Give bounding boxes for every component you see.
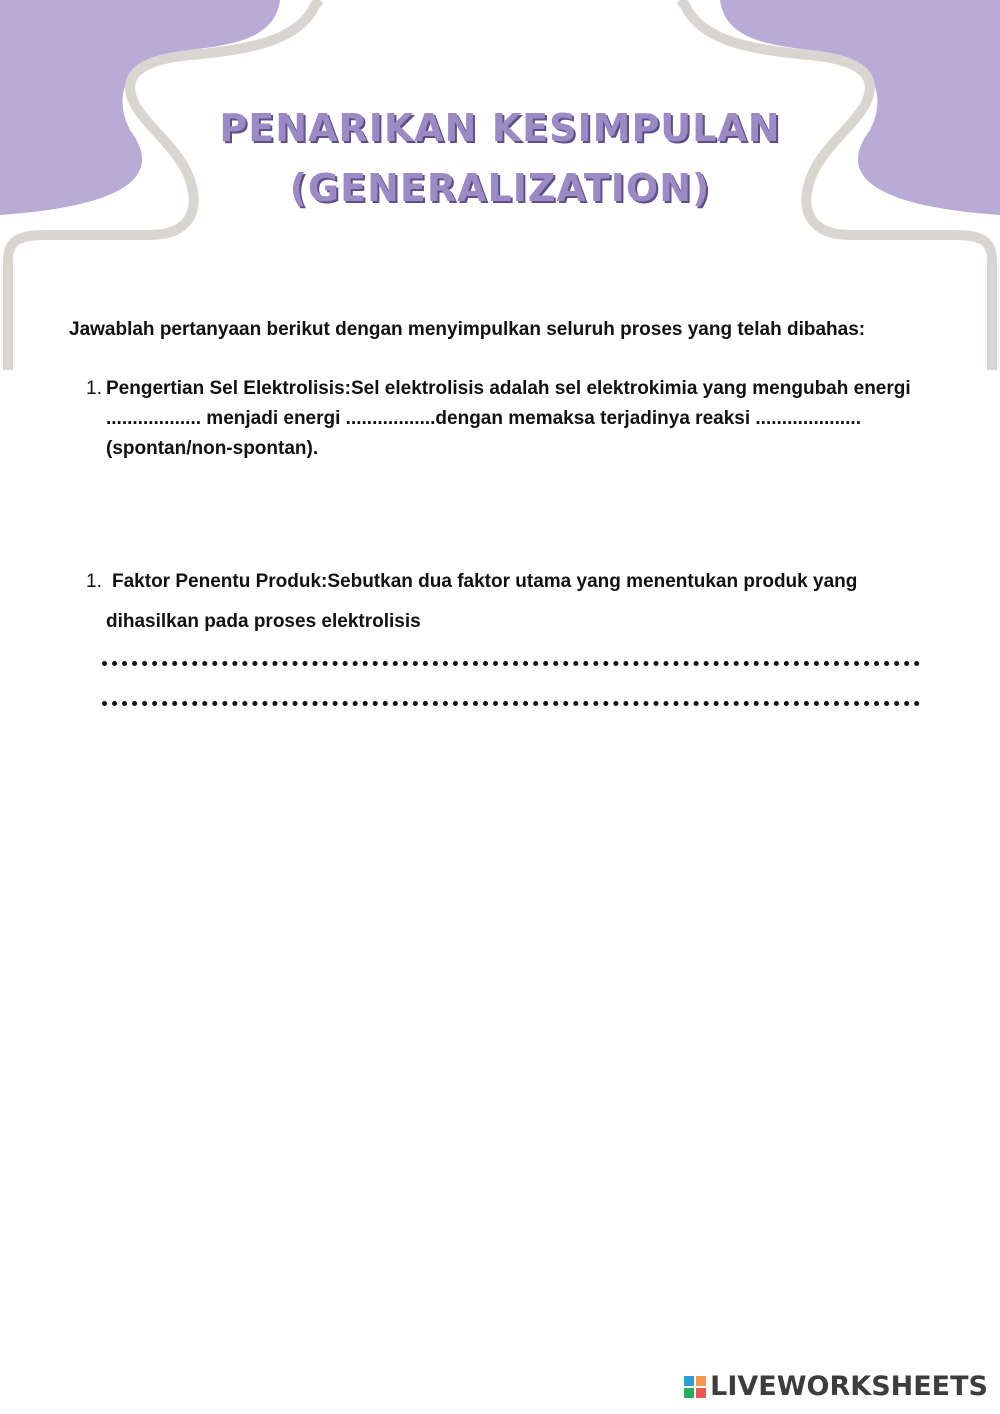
page-title-line-1: PENARIKAN KESIMPULAN — [219, 106, 781, 150]
footer-brand — [684, 1371, 988, 1402]
instruction-text: Jawablah pertanyaan berikut dengan menyimpulkan seluruh proses yang telah dibahas: — [69, 319, 866, 340]
answer-line-1[interactable] — [102, 661, 920, 666]
brand-name: LIVEWORKSHEETS — [710, 1371, 988, 1402]
page-title-line-2: (GENERALIZATION) — [289, 166, 711, 210]
logo-square-e — [696, 1388, 706, 1398]
question-1-text: Pengertian Sel Elektrolisis:Sel elektrolisis adalah sel elektrokimia yang mengubah energi .................. menjadi energi .................dengan memaksa terjadinya reaksi .................... (spontan/non-spontan). — [106, 378, 911, 459]
question-1 — [86, 374, 926, 464]
liveworksheets-logo-icon — [684, 1376, 706, 1398]
question-1-number: 1. — [86, 378, 102, 399]
question-2-number: 1. — [86, 571, 102, 592]
question-2-text-line-1: Faktor Penentu Produk:Sebutkan dua faktor utama yang menentukan produk yang — [112, 571, 858, 592]
logo-square-v — [684, 1388, 694, 1398]
logo-square-i — [696, 1376, 706, 1386]
answer-line-2[interactable] — [102, 701, 920, 706]
question-2-text-line-2: dihasilkan pada proses elektrolisis — [106, 611, 421, 632]
logo-square-l — [684, 1376, 694, 1386]
question-2 — [86, 562, 926, 642]
